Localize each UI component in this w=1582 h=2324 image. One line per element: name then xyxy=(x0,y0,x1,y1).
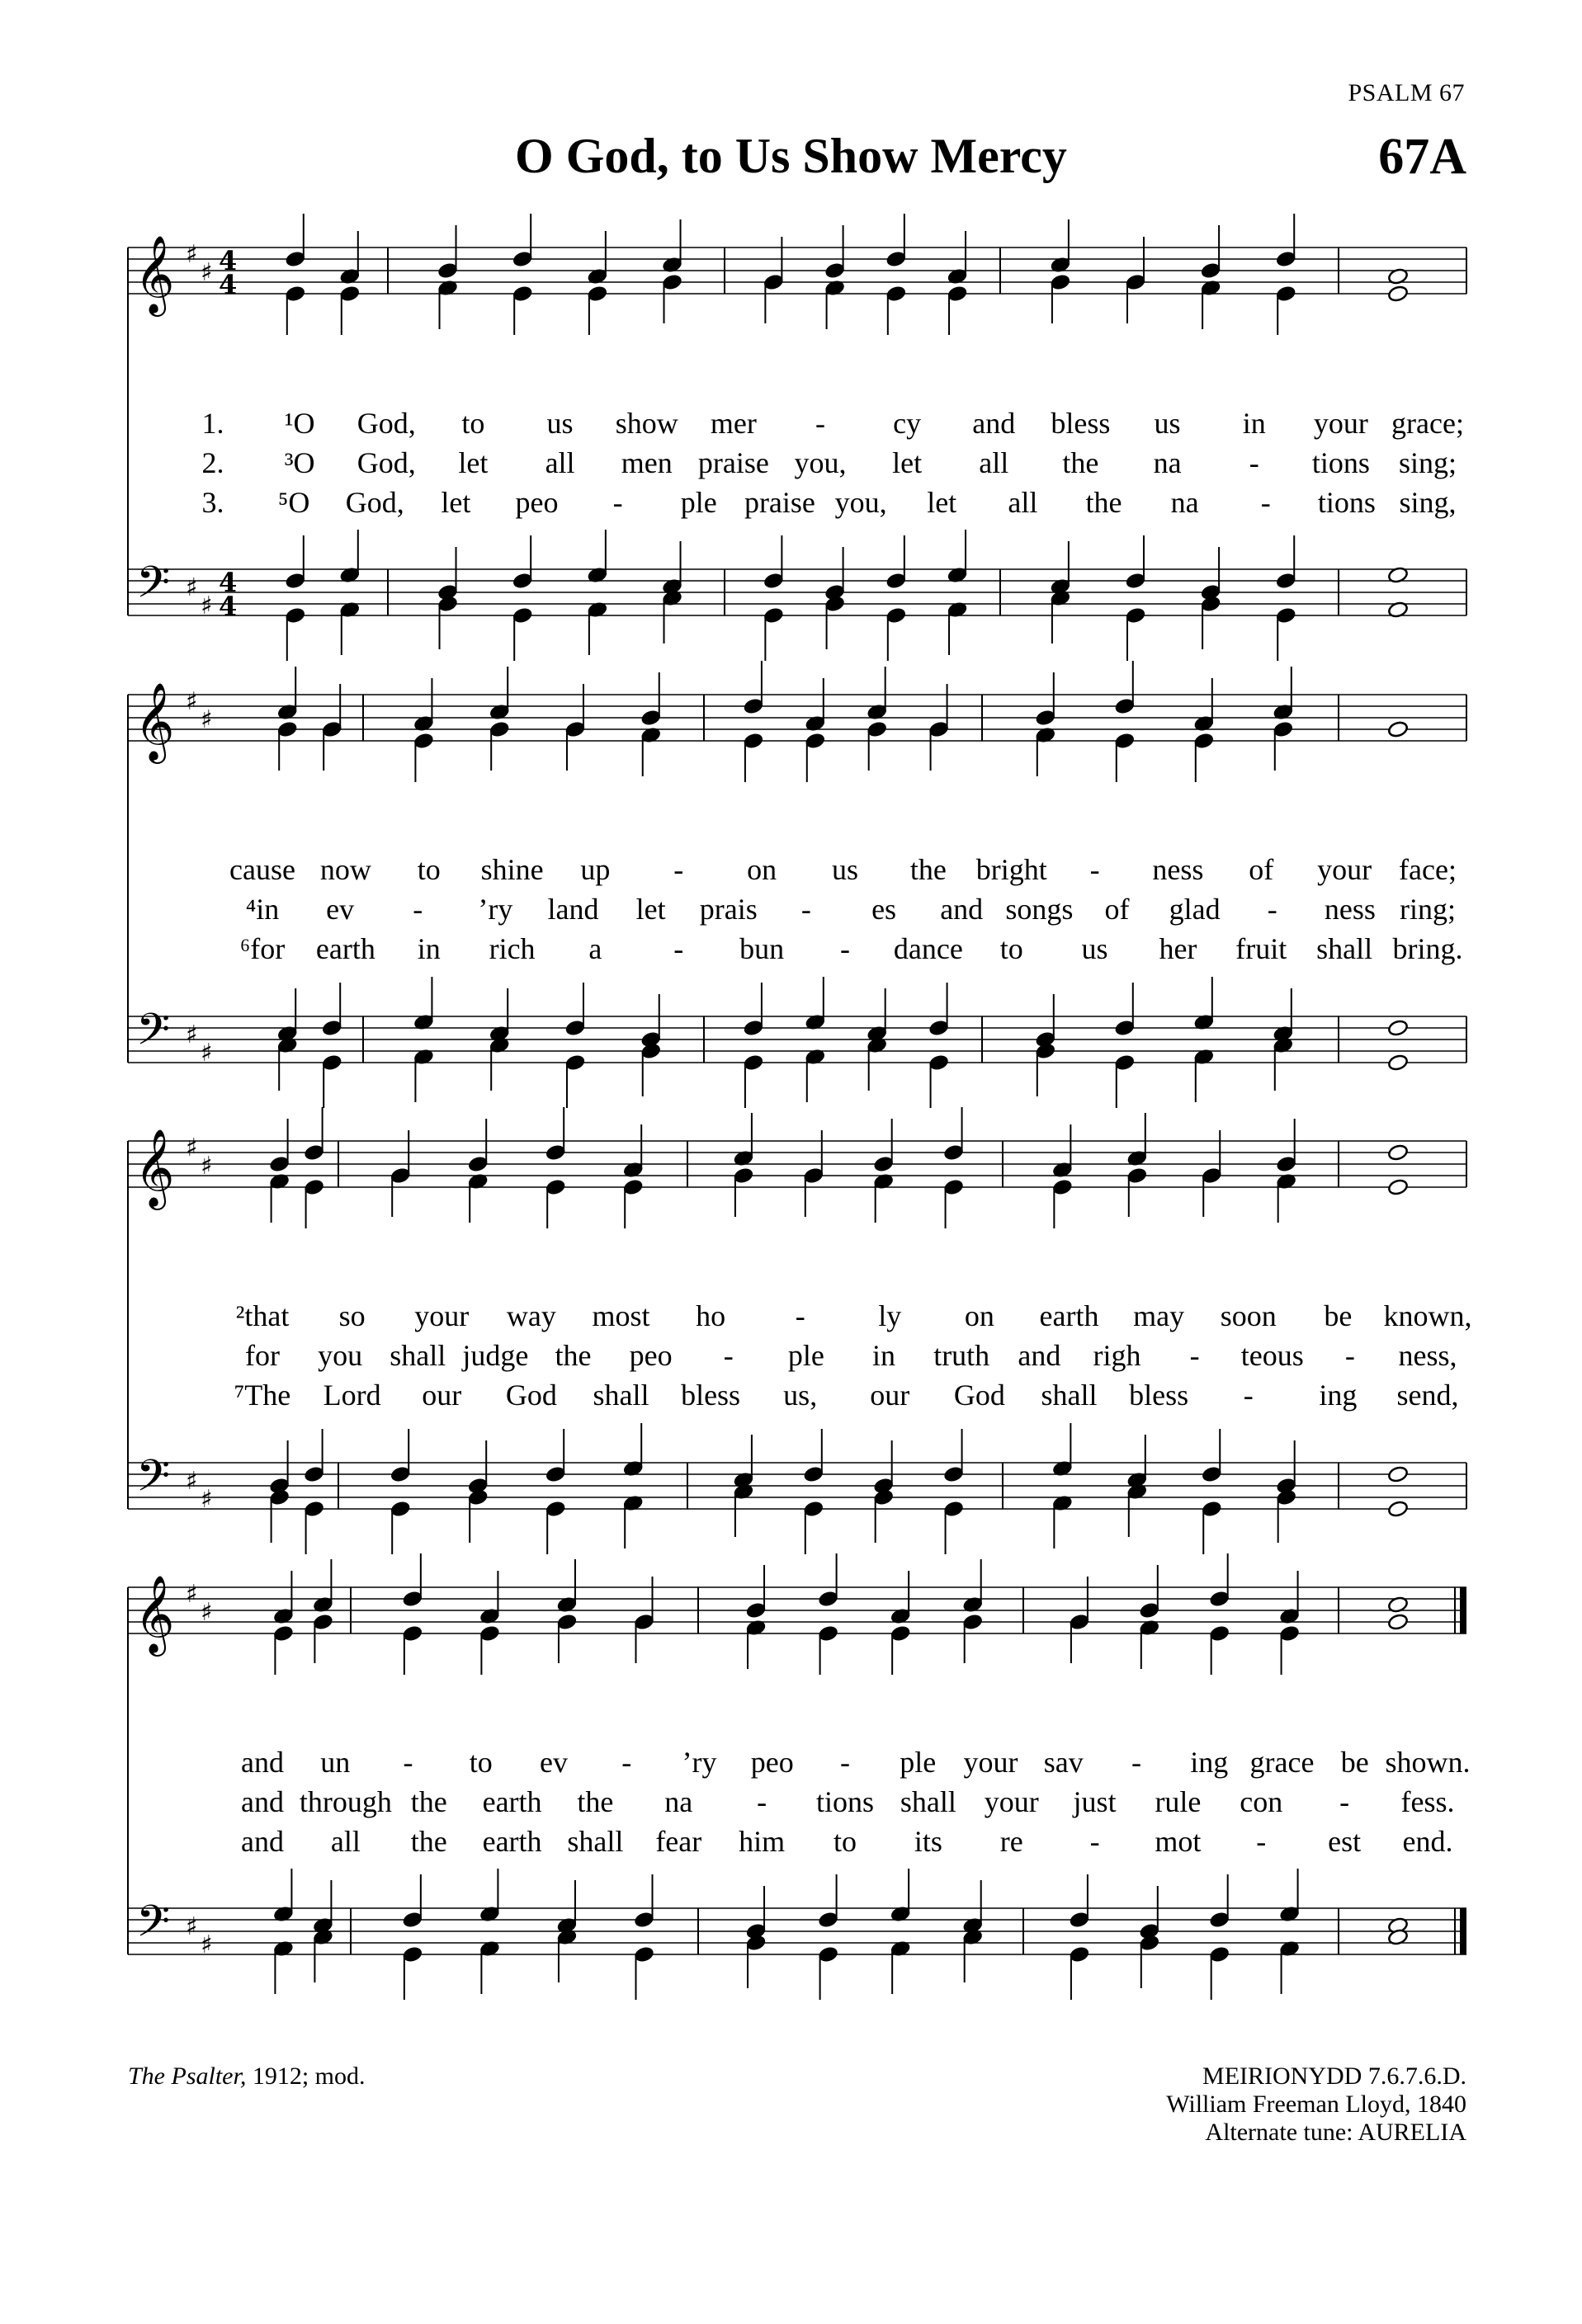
lyric-syllable: let xyxy=(441,486,471,519)
lyric-syllable: peo xyxy=(515,486,559,519)
lyric-syllable: shall xyxy=(390,1339,446,1372)
lyric-syllable: end. xyxy=(1402,1825,1453,1858)
hymn-title: O God, to Us Show Mercy xyxy=(515,129,1067,183)
lyric-syllable: Lord xyxy=(323,1379,381,1412)
sharp-icon: ♯ xyxy=(201,1485,213,1514)
lyric-syllable: re xyxy=(999,1825,1023,1858)
lyric-syllable: grace; xyxy=(1391,407,1464,440)
lyric-syllable: - xyxy=(612,486,623,519)
lyric-syllable: a xyxy=(588,932,602,965)
lyric-syllable: to xyxy=(999,932,1023,965)
lyric-syllable: tions xyxy=(1311,446,1370,479)
lyric-syllable: us, xyxy=(783,1379,818,1412)
text-source: The Psalter, 1912; mod. xyxy=(128,2062,366,2090)
alternate-tune: Alternate tune: AURELIA xyxy=(1205,2119,1466,2146)
lyric-syllable: send, xyxy=(1396,1379,1459,1412)
lyric-syllable: through xyxy=(299,1785,392,1818)
lyric-syllable: let xyxy=(927,486,957,519)
treble-clef-icon: 𝄞 xyxy=(135,682,175,761)
lyric-syllable: ple xyxy=(787,1339,824,1372)
lyric-syllable: 1. xyxy=(201,407,224,440)
lyric-syllable: ⁴in xyxy=(245,893,280,926)
lyric-syllable: her xyxy=(1159,932,1197,965)
lyric-syllable: to xyxy=(833,1825,857,1858)
final-barline xyxy=(1460,1587,1466,1633)
lyric-syllable: and xyxy=(940,893,984,926)
lyric-syllable: us xyxy=(831,853,859,886)
lyric-syllable: men xyxy=(621,446,673,479)
lyric-syllable: to xyxy=(417,853,441,886)
time-sig-numerator: 4 xyxy=(219,245,238,276)
lyric-syllable: may xyxy=(1133,1299,1185,1332)
bass-clef-icon: 𝄢 xyxy=(136,1897,171,1958)
lyric-syllable: and xyxy=(241,1825,284,1858)
lyric-syllable: God, xyxy=(345,486,404,519)
lyric-syllable: known, xyxy=(1383,1299,1472,1332)
sharp-icon: ♯ xyxy=(186,1134,198,1162)
lyric-syllable: let xyxy=(458,446,489,479)
lyric-syllable: be xyxy=(1340,1746,1369,1779)
lyrics-line xyxy=(0,1784,1582,1817)
lyric-syllable: be xyxy=(1324,1299,1353,1332)
lyrics-line xyxy=(0,485,1582,518)
lyric-syllable: earth xyxy=(482,1825,542,1858)
lyric-syllable: of xyxy=(1249,853,1274,886)
note-head xyxy=(1387,1465,1409,1483)
treble-clef-icon: 𝄞 xyxy=(135,235,175,313)
lyric-syllable: - xyxy=(840,1746,850,1779)
time-sig-denominator: 4 xyxy=(219,591,238,622)
lyrics-line xyxy=(0,931,1582,964)
lyric-syllable: shall xyxy=(1316,932,1373,965)
lyric-syllable: righ xyxy=(1093,1339,1141,1372)
lyric-syllable: earth xyxy=(1039,1299,1099,1332)
lyric-syllable: you, xyxy=(794,446,847,479)
final-barline xyxy=(1460,1908,1466,1954)
bass-clef-icon: 𝄢 xyxy=(136,558,171,619)
lyric-syllable: let xyxy=(892,446,923,479)
lyric-syllable: fear xyxy=(655,1825,702,1858)
sharp-icon: ♯ xyxy=(201,1152,213,1181)
lyric-syllable: in xyxy=(872,1339,896,1372)
lyric-syllable: God, xyxy=(357,446,416,479)
lyric-syllable: - xyxy=(800,893,811,926)
lyrics-line xyxy=(0,1824,1582,1857)
lyric-syllable: tions xyxy=(815,1785,875,1818)
lyric-syllable: fess. xyxy=(1400,1785,1455,1818)
psalm-reference: PSALM 67 xyxy=(1348,79,1465,106)
lyric-syllable: earth xyxy=(482,1785,542,1818)
sharp-icon: ♯ xyxy=(201,258,213,287)
lyric-syllable: ly xyxy=(878,1299,902,1332)
lyric-syllable: grace xyxy=(1249,1746,1315,1779)
lyric-syllable: con xyxy=(1240,1785,1283,1818)
lyric-syllable: cy xyxy=(893,407,922,440)
lyric-syllable: ⁵O xyxy=(277,486,310,519)
tune-credits xyxy=(1166,2062,1466,2147)
lyric-syllable: to xyxy=(461,407,485,440)
lyric-syllable: the xyxy=(410,1825,447,1858)
treble-clef-icon: 𝄞 xyxy=(135,1129,175,1207)
lyric-syllable: prais xyxy=(699,893,758,926)
lyric-syllable: - xyxy=(815,407,825,440)
lyric-syllable: songs xyxy=(1005,893,1074,926)
composer-credit: William Freeman Lloyd, 1840 xyxy=(1166,2091,1466,2118)
lyric-syllable: God, xyxy=(357,407,416,440)
lyric-syllable: ³O xyxy=(284,446,315,479)
sharp-icon: ♯ xyxy=(201,1039,213,1068)
lyrics-line xyxy=(0,1299,1582,1332)
sharp-icon: ♯ xyxy=(186,687,198,716)
lyric-syllable: bright xyxy=(975,853,1047,886)
lyric-syllable: un xyxy=(320,1746,351,1779)
lyric-syllable: face; xyxy=(1399,853,1457,886)
lyric-syllable: sav xyxy=(1043,1746,1084,1779)
lyrics-line xyxy=(0,1745,1582,1778)
lyric-syllable: the xyxy=(410,1785,447,1818)
lyric-syllable: ’ry xyxy=(682,1746,717,1779)
lyrics-line xyxy=(0,1378,1582,1411)
treble-clef-icon: 𝄞 xyxy=(135,1575,175,1653)
lyric-syllable: - xyxy=(1089,1825,1100,1858)
lyric-syllable: - xyxy=(1267,893,1277,926)
lyric-syllable: ing xyxy=(1319,1379,1358,1412)
lyric-syllable: - xyxy=(1089,853,1100,886)
lyric-syllable: - xyxy=(1189,1339,1200,1372)
lyric-syllable: us xyxy=(1154,407,1181,440)
lyric-syllable: - xyxy=(795,1299,805,1332)
lyric-syllable: your xyxy=(414,1299,470,1332)
lyric-syllable: rich xyxy=(489,932,536,965)
lyric-syllable: - xyxy=(840,932,850,965)
lyric-syllable: sing, xyxy=(1399,486,1457,519)
tune-name: MEIRIONYDD 7.6.7.6.D. xyxy=(1202,2062,1466,2090)
lyric-syllable: judge xyxy=(462,1339,529,1372)
lyric-syllable: - xyxy=(1260,486,1271,519)
lyric-syllable: - xyxy=(403,1746,413,1779)
lyric-syllable: our xyxy=(422,1379,462,1412)
lyric-syllable: for xyxy=(245,1339,280,1372)
lyric-syllable: ’ry xyxy=(478,893,513,926)
lyric-syllable: ⁷The xyxy=(234,1379,291,1412)
lyric-syllable: shine xyxy=(480,853,544,886)
lyric-syllable: you xyxy=(318,1339,363,1372)
note-head xyxy=(1387,285,1409,303)
lyric-syllable: God xyxy=(505,1379,557,1412)
lyric-syllable: the xyxy=(909,853,947,886)
lyric-syllable: - xyxy=(673,853,684,886)
lyric-syllable: fruit xyxy=(1235,932,1287,965)
lyric-syllable: dance xyxy=(893,932,963,965)
time-sig-denominator: 4 xyxy=(219,269,238,300)
lyric-syllable: all xyxy=(545,446,575,479)
lyric-syllable: praise xyxy=(697,446,769,479)
lyric-syllable: - xyxy=(757,1785,767,1818)
lyric-syllable: ness, xyxy=(1398,1339,1457,1372)
lyric-syllable: us xyxy=(546,407,574,440)
lyric-syllable: most xyxy=(592,1299,650,1332)
sharp-icon: ♯ xyxy=(186,1580,198,1609)
lyric-syllable: bun xyxy=(739,932,785,965)
lyric-syllable: truth xyxy=(933,1339,990,1372)
lyric-syllable: our xyxy=(870,1379,910,1412)
lyric-syllable: up xyxy=(580,853,611,886)
lyric-syllable: ¹O xyxy=(284,407,315,440)
lyric-syllable: your xyxy=(1317,853,1372,886)
lyric-syllable: - xyxy=(413,893,423,926)
lyric-syllable: - xyxy=(1344,1339,1355,1372)
lyric-syllable: all xyxy=(979,446,1009,479)
note-head xyxy=(1387,1178,1409,1196)
note-head xyxy=(1387,1500,1409,1518)
lyric-syllable: 3. xyxy=(201,486,224,519)
lyric-syllable: glad xyxy=(1169,893,1221,926)
lyric-syllable: es xyxy=(871,893,897,926)
lyric-syllable: the xyxy=(1062,446,1099,479)
lyric-syllable: shown. xyxy=(1385,1746,1471,1779)
lyric-syllable: teous xyxy=(1240,1339,1304,1372)
lyric-syllable: - xyxy=(621,1746,632,1779)
sharp-icon: ♯ xyxy=(186,1021,198,1049)
sharp-icon: ♯ xyxy=(186,1912,198,1941)
lyric-syllable: mot xyxy=(1155,1825,1202,1858)
lyric-syllable: the xyxy=(577,1785,614,1818)
hymn-number: 67A xyxy=(1378,129,1466,185)
lyric-syllable: ⁶for xyxy=(239,932,286,965)
sharp-icon: ♯ xyxy=(201,1598,213,1627)
time-sig-numerator: 4 xyxy=(219,567,238,598)
lyric-syllable: - xyxy=(1339,1785,1350,1818)
lyric-syllable: of xyxy=(1104,893,1130,926)
lyric-syllable: now xyxy=(319,853,371,886)
lyric-syllable: - xyxy=(1249,446,1259,479)
lyric-syllable: ness xyxy=(1324,893,1376,926)
note-head xyxy=(1387,1019,1409,1037)
lyric-syllable: on xyxy=(964,1299,994,1332)
lyric-syllable: - xyxy=(1243,1379,1254,1412)
lyrics-line xyxy=(0,852,1582,885)
lyric-syllable: you, xyxy=(834,486,887,519)
lyric-syllable: ple xyxy=(680,486,717,519)
lyric-syllable: him xyxy=(739,1825,786,1858)
lyric-syllable: ev xyxy=(540,1746,568,1779)
lyric-syllable: bless xyxy=(1129,1379,1189,1412)
lyric-syllable: ho xyxy=(696,1299,726,1332)
note-head xyxy=(1387,1143,1409,1162)
lyric-syllable: cause xyxy=(229,853,295,886)
lyric-syllable: and xyxy=(241,1785,284,1818)
lyric-syllable: us xyxy=(1081,932,1108,965)
lyric-syllable: show xyxy=(615,407,678,440)
sharp-icon: ♯ xyxy=(186,240,198,269)
lyric-syllable: shall xyxy=(567,1825,624,1858)
lyrics-line xyxy=(0,406,1582,439)
lyric-syllable: est xyxy=(1328,1825,1362,1858)
lyric-syllable: na xyxy=(1153,446,1182,479)
note-head xyxy=(1387,1054,1409,1072)
lyric-syllable: shall xyxy=(1041,1379,1098,1412)
sharp-icon: ♯ xyxy=(201,592,213,620)
lyric-syllable: ring; xyxy=(1400,893,1456,926)
lyric-syllable: peo xyxy=(629,1339,673,1372)
lyric-syllable: to xyxy=(469,1746,493,1779)
lyric-syllable: God xyxy=(953,1379,1005,1412)
lyric-syllable: - xyxy=(1131,1746,1141,1779)
sharp-icon: ♯ xyxy=(201,1930,213,1959)
lyric-syllable: bless xyxy=(681,1379,741,1412)
bass-clef-icon: 𝄢 xyxy=(136,1451,171,1512)
lyric-syllable: shall xyxy=(900,1785,956,1818)
lyrics-line xyxy=(0,892,1582,925)
lyrics-line xyxy=(0,1338,1582,1371)
lyric-syllable: all xyxy=(1008,486,1038,519)
lyric-syllable: - xyxy=(1256,1825,1267,1858)
lyric-syllable: ness xyxy=(1152,853,1204,886)
lyric-syllable: na xyxy=(664,1785,693,1818)
lyric-syllable: praise xyxy=(744,486,815,519)
lyric-syllable: ev xyxy=(326,893,355,926)
lyric-syllable: shall xyxy=(593,1379,649,1412)
lyric-syllable: - xyxy=(723,1339,734,1372)
lyric-syllable: way xyxy=(506,1299,556,1332)
lyric-syllable: your xyxy=(1313,407,1368,440)
lyric-syllable: its xyxy=(914,1825,942,1858)
lyric-syllable: all xyxy=(330,1825,361,1858)
lyric-syllable: mer xyxy=(710,407,757,440)
lyric-syllable: 2. xyxy=(201,446,224,479)
lyric-syllable: bless xyxy=(1051,407,1111,440)
lyric-syllable: and xyxy=(241,1746,284,1779)
bass-clef-icon: 𝄢 xyxy=(136,1005,171,1066)
lyric-syllable: just xyxy=(1073,1785,1117,1818)
lyric-syllable: and xyxy=(972,407,1016,440)
lyric-syllable: ing xyxy=(1190,1746,1229,1779)
lyrics-line xyxy=(0,445,1582,478)
lyric-syllable: let xyxy=(635,893,666,926)
lyric-syllable: and xyxy=(1018,1339,1061,1372)
sharp-icon: ♯ xyxy=(201,705,213,734)
lyric-syllable: bring. xyxy=(1392,932,1463,965)
sharp-icon: ♯ xyxy=(186,1467,198,1496)
note-head xyxy=(1387,1613,1409,1631)
lyric-syllable: tions xyxy=(1317,486,1376,519)
lyric-syllable: ple xyxy=(900,1746,937,1779)
lyric-syllable: the xyxy=(555,1339,592,1372)
lyric-syllable: your xyxy=(984,1785,1039,1818)
lyric-syllable: ²that xyxy=(235,1299,290,1332)
lyric-syllable: earth xyxy=(315,932,375,965)
lyric-syllable: in xyxy=(417,932,441,965)
lyric-syllable: so xyxy=(338,1299,366,1332)
lyric-syllable: the xyxy=(1085,486,1122,519)
lyric-syllable: peo xyxy=(750,1746,794,1779)
sharp-icon: ♯ xyxy=(186,573,198,602)
note-head xyxy=(1387,720,1409,738)
lyric-syllable: land xyxy=(547,893,599,926)
lyric-syllable: sing; xyxy=(1398,446,1457,479)
lyric-syllable: in xyxy=(1242,407,1266,440)
lyric-syllable: - xyxy=(673,932,684,965)
lyric-syllable: rule xyxy=(1155,1785,1202,1818)
lyric-syllable: on xyxy=(747,853,777,886)
lyric-syllable: na xyxy=(1170,486,1199,519)
lyric-syllable: soon xyxy=(1220,1299,1277,1332)
lyric-syllable: your xyxy=(963,1746,1018,1779)
